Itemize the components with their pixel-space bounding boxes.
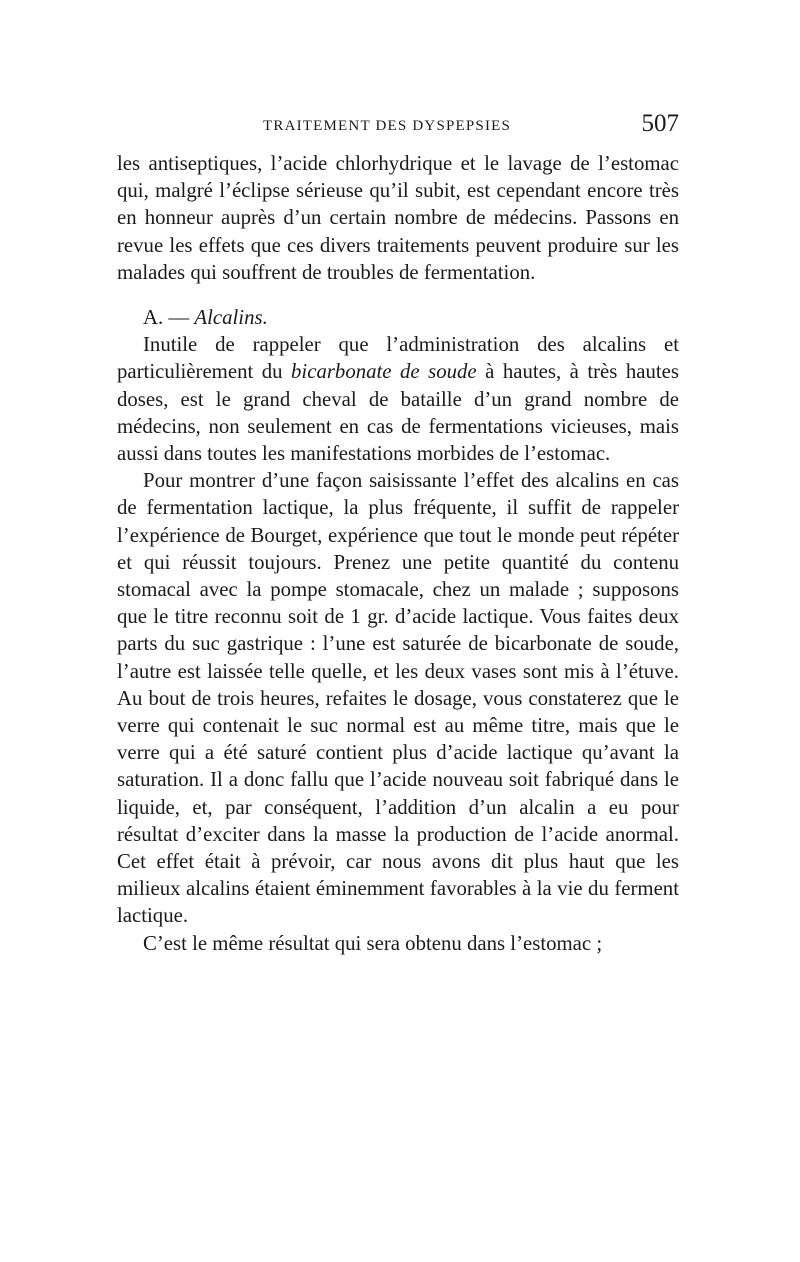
paragraph-alcalins xyxy=(117,331,679,467)
running-title: TRAITEMENT DES DYSPEPSIES xyxy=(263,118,512,134)
page-number: 507 xyxy=(641,110,679,137)
paragraph-alcalins-start: Inutile de rappeler que l’administration des alcalins et particulièrement du xyxy=(117,333,679,384)
body-text xyxy=(117,150,679,957)
paragraph-experience: Pour montrer d’une façon saisissante l’effet des alcalins en cas de fermentation lactique, la plus fréquente, il suffit de rappeler l’expérience de Bourget, expérience que tout le monde peut répéter et qui réussit toujours. Prenez une petite quantité du contenu stomacal avec la pompe stomacale, chez un malade ; supposons que le titre reconnu soit de 1 gr. d’acide lactique. Vous faites deux parts du suc gastrique : l’une est saturée de bicarbonate de soude, l’autre est laissée telle quelle, et les deux vases sont mis à l’étuve. Au bout de trois heures, refaites le dosage, vous constaterez que le verre qui contenait le suc normal est au même titre, mais que le verre qui a été saturé contient plus d’acide lactique qu’avant la saturation. Il a donc fallu que l’acide nouveau soit fabriqué dans le liquide, et, par conséquent, l’addition d’un alcalin a eu pour résultat d’exciter dans la masse la production de l’acide anormal. Cet effet était à prévoir, car nous avons dit plus haut que les milieux alcalins étaient éminemment favorables à la vie du ferment lactique. xyxy=(117,469,679,928)
intro-paragraph: les antiseptiques, l’acide chlorhydrique et le lavage de l’estomac qui, malgré l’éclipse sérieuse qu’il subit, est cependant encore très en honneur auprès d’un certain nombre de médecins. Passons en revue les effets que ces divers traitements peuvent produire sur les malades qui souffrent de troubles de fermentation. xyxy=(117,152,679,284)
page-header xyxy=(117,110,679,146)
section-label: A. — xyxy=(143,306,195,330)
section-title: Alcalins. xyxy=(194,306,268,330)
paragraph-conclusion: C’est le même résultat qui sera obtenu dans l’estomac ; xyxy=(143,931,603,955)
paragraph-alcalins-end: à hautes, à très hautes doses, est le grand cheval de bataille d’un grand nombre de médecins, non seulement en cas de fermentations vicieuses, mais aussi dans toutes les manifestations morbides de l’estomac. xyxy=(117,360,679,466)
section-heading xyxy=(117,304,679,331)
paragraph-alcalins-emphasis: bicarbonate de soude xyxy=(291,360,477,384)
